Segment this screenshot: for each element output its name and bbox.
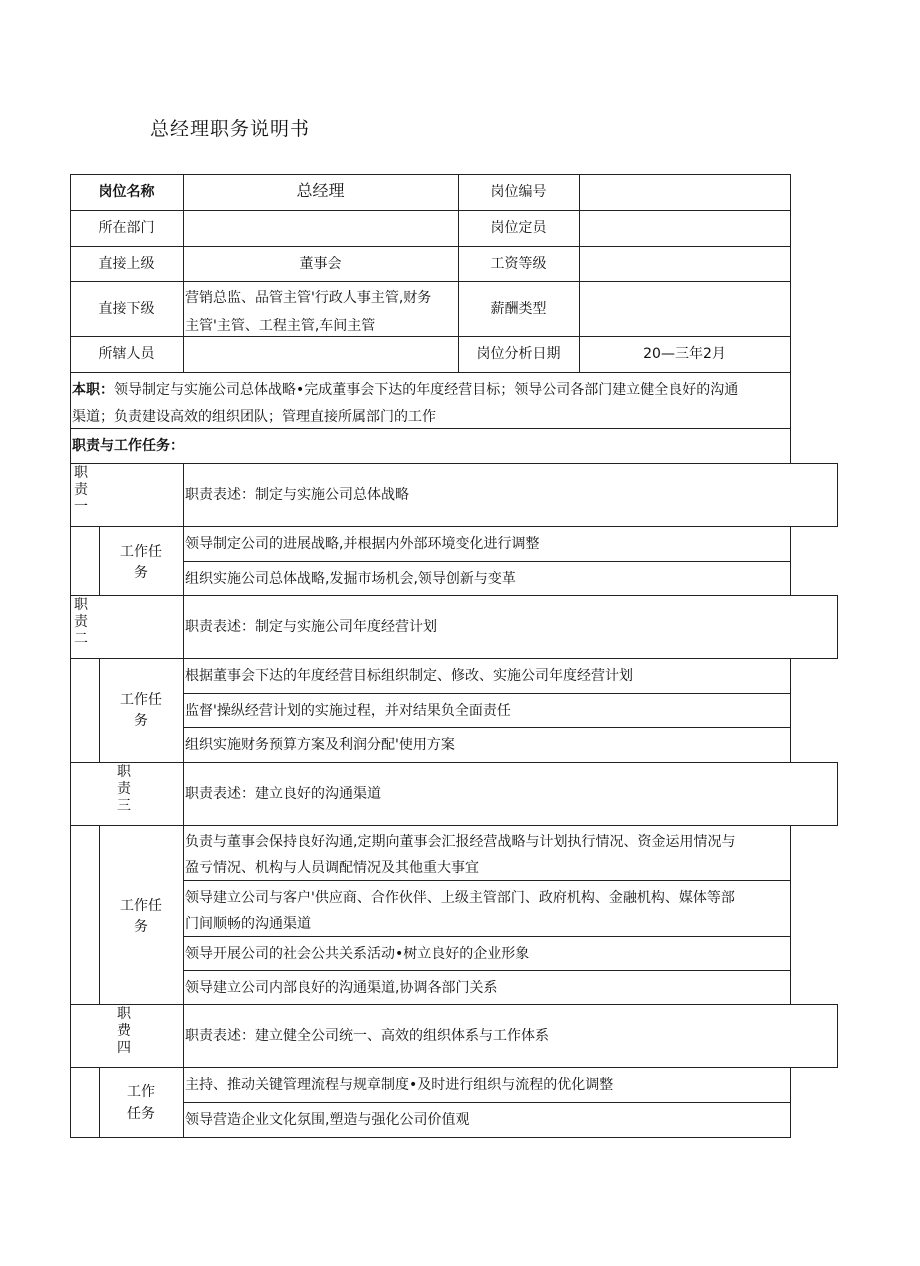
duty-2-task-label-line2: 务 — [134, 713, 148, 729]
summary-line1 — [72, 381, 738, 399]
summary-label: 本职： — [72, 382, 114, 398]
duty-4-label-char: 职 — [117, 1006, 131, 1022]
duty-1-task-label-line1: 工作任 — [120, 544, 162, 560]
document-title: 总经理职务说明书 — [150, 118, 311, 140]
duty-4-task-label-line2: 任务 — [127, 1106, 155, 1122]
duty-4-statement: 职责表述：建立健全公司统一、高效的组织体系与工作体系 — [185, 1028, 549, 1044]
subordinate-value-line1: 营销总监、品管主管'行政人事主管,财务 — [185, 290, 432, 306]
duty-1-label-char: 职 — [74, 465, 88, 481]
duty-4-task-1: 主持、推动关键管理流程与规章制度•及时进行组织与流程的优化调整 — [185, 1077, 614, 1093]
position-code-label: 岗位编号 — [490, 184, 547, 200]
duty-3-task-1-line1: 负责与董事会保持良好沟通,定期向董事会汇报经营战略与计划执行情况、资金运用情况与 — [185, 834, 736, 850]
subordinate-label: 直接下级 — [98, 301, 155, 317]
staff-label: 所辖人员 — [98, 346, 155, 362]
position-name-label: 岗位名称 — [98, 184, 155, 200]
duty-3-label-char: 责 — [117, 781, 131, 797]
duty-2-statement: 职责表述：制定与实施公司年度经营计划 — [185, 619, 437, 635]
duty-3-task-4: 领导建立公司内部良好的沟通渠道,协调各部门关系 — [185, 980, 498, 996]
duty-2-task-label-line1: 工作任 — [120, 692, 162, 708]
duty-2-task-2: 监督'操纵经营计划的实施过程，并对结果负全面责任 — [185, 703, 511, 719]
position-name-value: 总经理 — [296, 181, 345, 200]
duty-4-label-char: 费 — [117, 1023, 131, 1039]
superior-value: 董事会 — [299, 256, 342, 272]
duty-1-task-label-line2: 务 — [134, 565, 148, 581]
duty-4-label-char: 四 — [117, 1040, 131, 1056]
headcount-label: 岗位定员 — [490, 220, 547, 236]
department-label: 所在部门 — [98, 220, 155, 236]
pay-type-label: 薪酬类型 — [490, 301, 547, 317]
duty-1-label-char: 责 — [74, 482, 88, 498]
analysis-date-value: 20—三年2月 — [643, 346, 726, 362]
duty-3-task-label-line2: 务 — [134, 919, 148, 935]
salary-grade-label: 工资等级 — [490, 256, 547, 272]
duty-3-task-2-line2: 门间顺畅的沟通渠道 — [185, 916, 311, 932]
superior-label: 直接上级 — [98, 256, 155, 272]
duty-4-task-2: 领导营造企业文化氛围,塑造与强化公司价值观 — [185, 1112, 470, 1128]
duty-4-task-label-line1: 工作 — [127, 1084, 155, 1100]
duty-3-task-1-line2: 盈亏情况、机构与人员调配情况及其他重大事宜 — [185, 860, 479, 876]
duty-2-task-1: 根据董事会下达的年度经营目标组织制定、修改、实施公司年度经营计划 — [185, 668, 633, 684]
duty-3-label-char: 职 — [117, 764, 131, 780]
duty-1-task-2: 组织实施公司总体战略,发掘市场机会,领导创新与变革 — [185, 571, 516, 587]
duty-2-label-char: 二 — [74, 631, 88, 647]
duty-1-label-char: 一 — [74, 499, 88, 515]
subordinate-value-line2: 主管'主管、工程主管,车间主管 — [185, 318, 376, 334]
duty-1-statement: 职责表述：制定与实施公司总体战略 — [185, 487, 409, 503]
duty-3-statement: 职责表述：建立良好的沟通渠道 — [185, 786, 381, 802]
duty-2-label-char: 职 — [74, 597, 88, 613]
duty-3-task-3: 领导开展公司的社会公共关系活动•树立良好的企业形象 — [185, 946, 530, 962]
summary-text-line1: 领导制定与实施公司总体战略•完成董事会下达的年度经营目标；领导公司各部门建立健全良好的沟通 — [114, 382, 739, 398]
duties-heading: 职责与工作任务： — [72, 438, 184, 454]
summary-text-line2: 渠道；负责建设高效的组织团队；管理直接所属部门的工作 — [72, 409, 436, 425]
duty-2-task-3: 组织实施财务预算方案及利润分配'使用方案 — [185, 737, 455, 753]
duty-2-label-char: 责 — [74, 614, 88, 630]
analysis-date-label: 岗位分析日期 — [476, 346, 561, 362]
duty-3-label-char: 三 — [117, 798, 131, 814]
duty-1-task-1: 领导制定公司的进展战略,并根据内外部环境变化进行调整 — [185, 536, 540, 552]
duty-3-task-2-line1: 领导建立公司与客户'供应商、合作伙伴、上级主管部门、政府机构、金融机构、媒体等部 — [185, 890, 735, 906]
duty-3-task-label-line1: 工作任 — [120, 898, 162, 914]
